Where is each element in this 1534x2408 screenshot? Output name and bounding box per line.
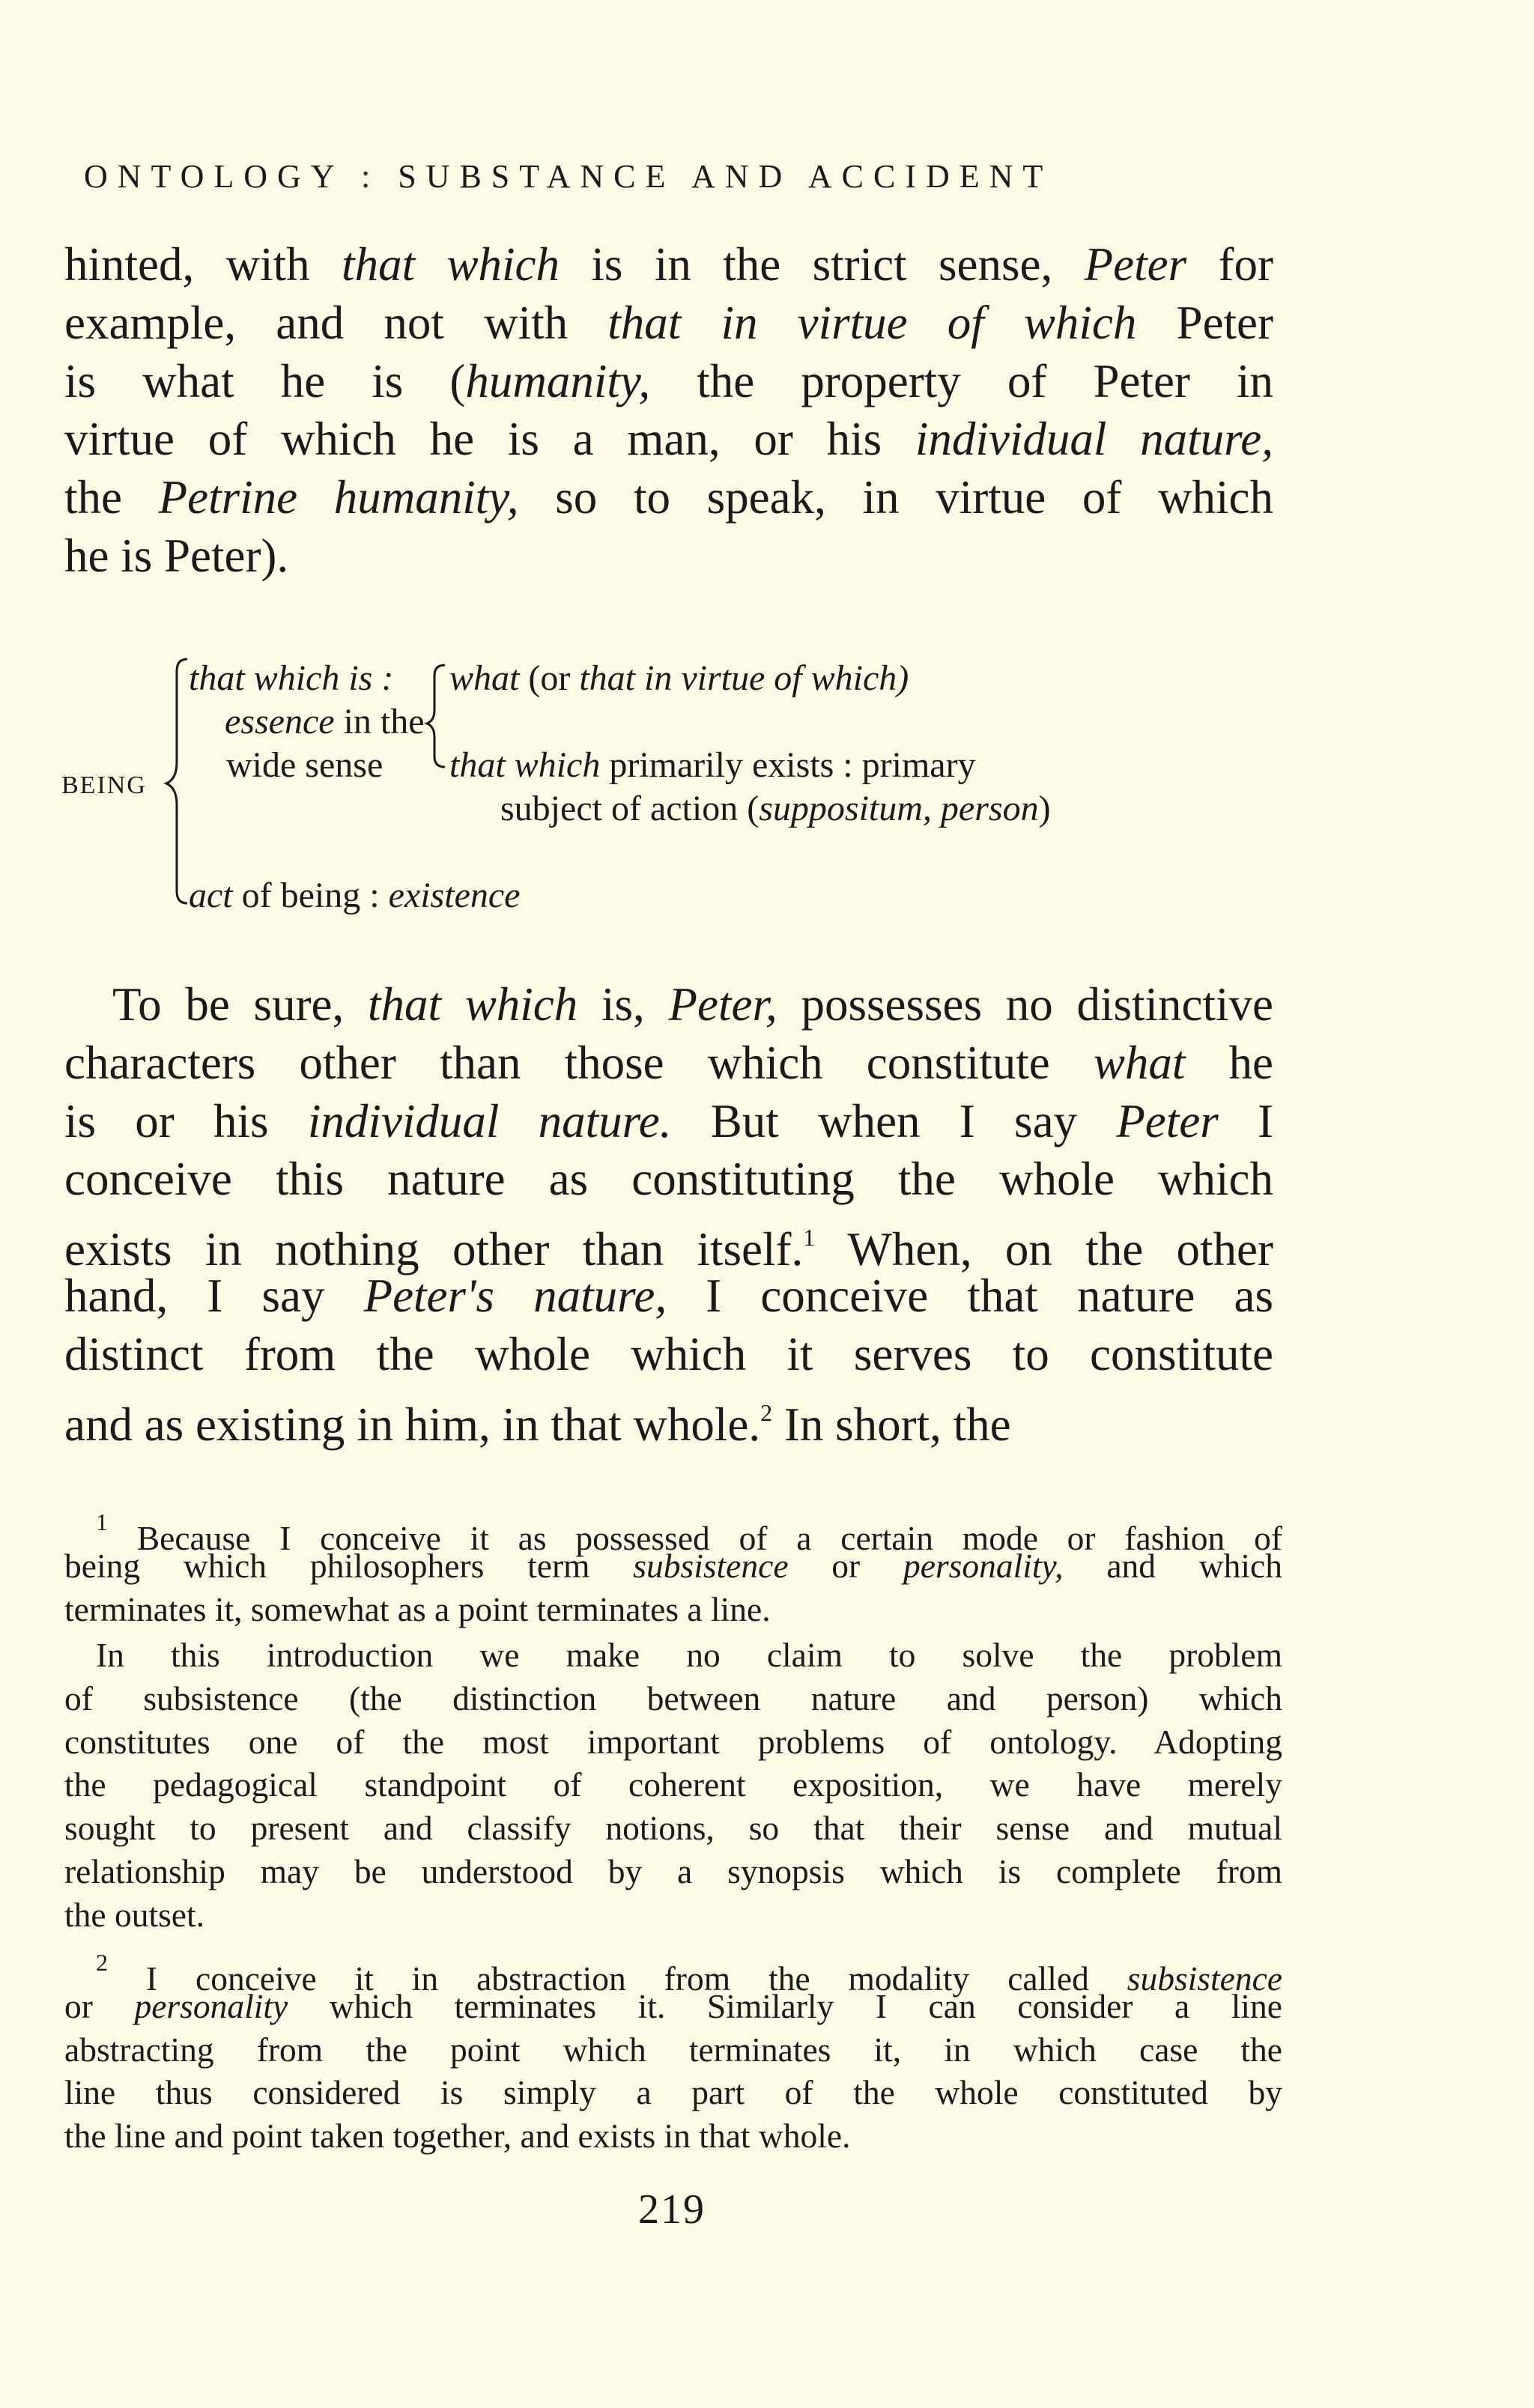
text-run: Peter (1136, 296, 1273, 349)
text-run: the pedagogical standpoint of coherent exposition, we have merely (64, 1765, 1282, 1804)
text-run: In this introduction we make no claim to solve the problem (96, 1636, 1282, 1674)
that-which-line (449, 744, 976, 786)
or-label: (or (528, 658, 571, 698)
text-line (64, 1677, 1282, 1720)
text-line (64, 2114, 1282, 2158)
text-run: he is Peter). (64, 529, 289, 582)
text-run: he (1185, 1036, 1273, 1089)
text-run: of subsistence (the distinction between nature and person) which (64, 1678, 1282, 1717)
text-line (64, 1985, 1282, 2028)
that-which-label: that which (449, 745, 601, 785)
page-number: 219 (638, 2186, 706, 2233)
what-line (449, 658, 909, 699)
text-run: is, (577, 978, 669, 1031)
italic-run: individual nature, (915, 413, 1273, 466)
italic-run: what (1093, 1036, 1186, 1089)
text-run: Because I conceive it as possessed of a certain mode or fashion of (108, 1519, 1282, 1557)
footnote-1-continuation (64, 1634, 1282, 1937)
italic-run: individual nature. (307, 1094, 672, 1147)
subject-close: ) (1038, 789, 1051, 828)
branch-that-which-is (189, 658, 393, 699)
italic-run: personality (134, 1986, 288, 2025)
italic-run: that in virtue of which (607, 296, 1137, 349)
branch-essence (225, 701, 425, 742)
text-line (64, 1588, 1282, 1631)
text-run: being which philosophers term (64, 1546, 634, 1585)
text-run: I conceive that nature as (667, 1269, 1273, 1322)
text-run: relationship may be understood by a synopsis which is complete from (64, 1852, 1282, 1890)
text-line (64, 1267, 1273, 1326)
text-run: hinted, with (64, 238, 342, 291)
text-line (64, 1941, 1282, 1998)
text-line (64, 1150, 1273, 1209)
text-run: But when I say (671, 1094, 1117, 1147)
text-line (64, 1720, 1282, 1764)
text-run: To be sure, (112, 978, 369, 1031)
text-run: is or his (64, 1094, 308, 1147)
text-run: for (1186, 238, 1273, 291)
text-run: the (64, 471, 159, 524)
italic-run: personality, (903, 1546, 1064, 1585)
text-run: distinct from the whole which it serves to constitute (64, 1327, 1273, 1380)
italic-run: Peter's nature, (363, 1269, 667, 1322)
italic-run: subsistence (1127, 1959, 1282, 1998)
act-line (189, 875, 520, 916)
text-run: and as existing in him, in that whole. (64, 1398, 761, 1451)
text-run: so to speak, in virtue of which (518, 471, 1274, 524)
text-run: the property of Peter in (650, 354, 1273, 407)
text-run: which terminates it. Similarly I can consider a line (288, 1986, 1282, 2025)
text-run: virtue of which he is a man, or his (64, 413, 915, 466)
in-the-label: in the (343, 702, 425, 741)
footnote-marker: 1 (96, 1508, 108, 1535)
italic-run: Peter, (668, 978, 777, 1031)
italic-run: Peter (1116, 1094, 1219, 1147)
italic-run: that which (342, 238, 560, 291)
text-run: In short, the (772, 1398, 1011, 1451)
text-line (64, 1544, 1282, 1588)
text-run: possesses no distinctive (777, 978, 1273, 1031)
italic-run: Petrine humanity, (158, 471, 519, 524)
of-being-label: of being : (241, 876, 380, 915)
text-run: or (788, 1546, 903, 1585)
text-run: abstracting from the point which terminates it, in which case the (64, 2030, 1282, 2069)
running-header: ONTOLOGY : SUBSTANCE AND ACCIDENT (84, 158, 1053, 195)
text-line (64, 1807, 1282, 1850)
diagram-root: BEING (61, 771, 147, 799)
footnote-2 (64, 1941, 1282, 2158)
text-line (64, 1093, 1273, 1151)
text-run: is what he is ( (64, 354, 466, 407)
paragraph-2 (64, 976, 1274, 1451)
text-line (64, 1384, 1273, 1451)
essence-label: essence (225, 702, 335, 741)
existence-label: existence (388, 876, 521, 915)
text-line (64, 2028, 1282, 2072)
text-run: characters other than those which constitute (64, 1036, 1094, 1089)
footnote-marker: 2 (760, 1398, 773, 1426)
text-run: or (64, 1986, 135, 2025)
text-line (64, 1501, 1282, 1557)
primarily-exists-label: primarily exists : primary (609, 745, 976, 785)
text-line (64, 1326, 1273, 1384)
suppositum-label: suppositum, person (759, 789, 1039, 828)
italic-run: that which (368, 978, 578, 1031)
text-line (64, 1763, 1282, 1807)
text-run: the line and point taken together, and exists in that whole. (64, 2117, 851, 2156)
text-line (64, 976, 1273, 1034)
footnote-marker: 1 (803, 1224, 816, 1252)
text-line (64, 1893, 1282, 1937)
subject-label: subject of action ( (500, 789, 760, 828)
text-run: constitutes one of the most important problems of ontology. Adopting (64, 1722, 1282, 1761)
text-run: example, and not with (64, 296, 608, 349)
text-line (64, 2071, 1282, 2114)
text-run: the outset. (64, 1895, 205, 1934)
italic-run: subsistence (633, 1546, 789, 1585)
act-label: act (189, 876, 233, 915)
text-run: I conceive it in abstraction from the modality called (108, 1959, 1127, 1998)
branch-wide-sense: wide sense (226, 745, 384, 785)
subject-line (500, 788, 1051, 829)
italic-run: Peter (1084, 238, 1187, 291)
text-run: terminates it, somewhat as a point terminates a line. (64, 1589, 771, 1628)
text-run: is in the strict sense, (559, 238, 1085, 291)
text-run: When, on the other (815, 1223, 1273, 1276)
footnote-1 (64, 1501, 1282, 1631)
footnote-marker: 2 (96, 1949, 108, 1976)
text-run: conceive this nature as constituting the whole which (64, 1153, 1273, 1206)
text-run: I (1218, 1094, 1274, 1147)
text-run: and which (1063, 1546, 1282, 1585)
italic-run: humanity, (465, 354, 651, 407)
that-in-virtue-label: that in virtue of which) (579, 658, 909, 698)
text-line (64, 1034, 1273, 1093)
text-line (64, 1209, 1273, 1276)
what-label: what (449, 658, 520, 698)
text-run: sought to present and classify notions, so that their sense and mutual (64, 1809, 1282, 1848)
text-run: line thus considered is simply a part of the whole constituted by (64, 2073, 1282, 2112)
text-line (64, 1634, 1282, 1677)
text-run: exists in nothing other than itself. (64, 1223, 804, 1276)
text-run: hand, I say (64, 1269, 364, 1322)
branch1-a: that which is : (189, 658, 394, 698)
text-line (64, 1850, 1282, 1893)
